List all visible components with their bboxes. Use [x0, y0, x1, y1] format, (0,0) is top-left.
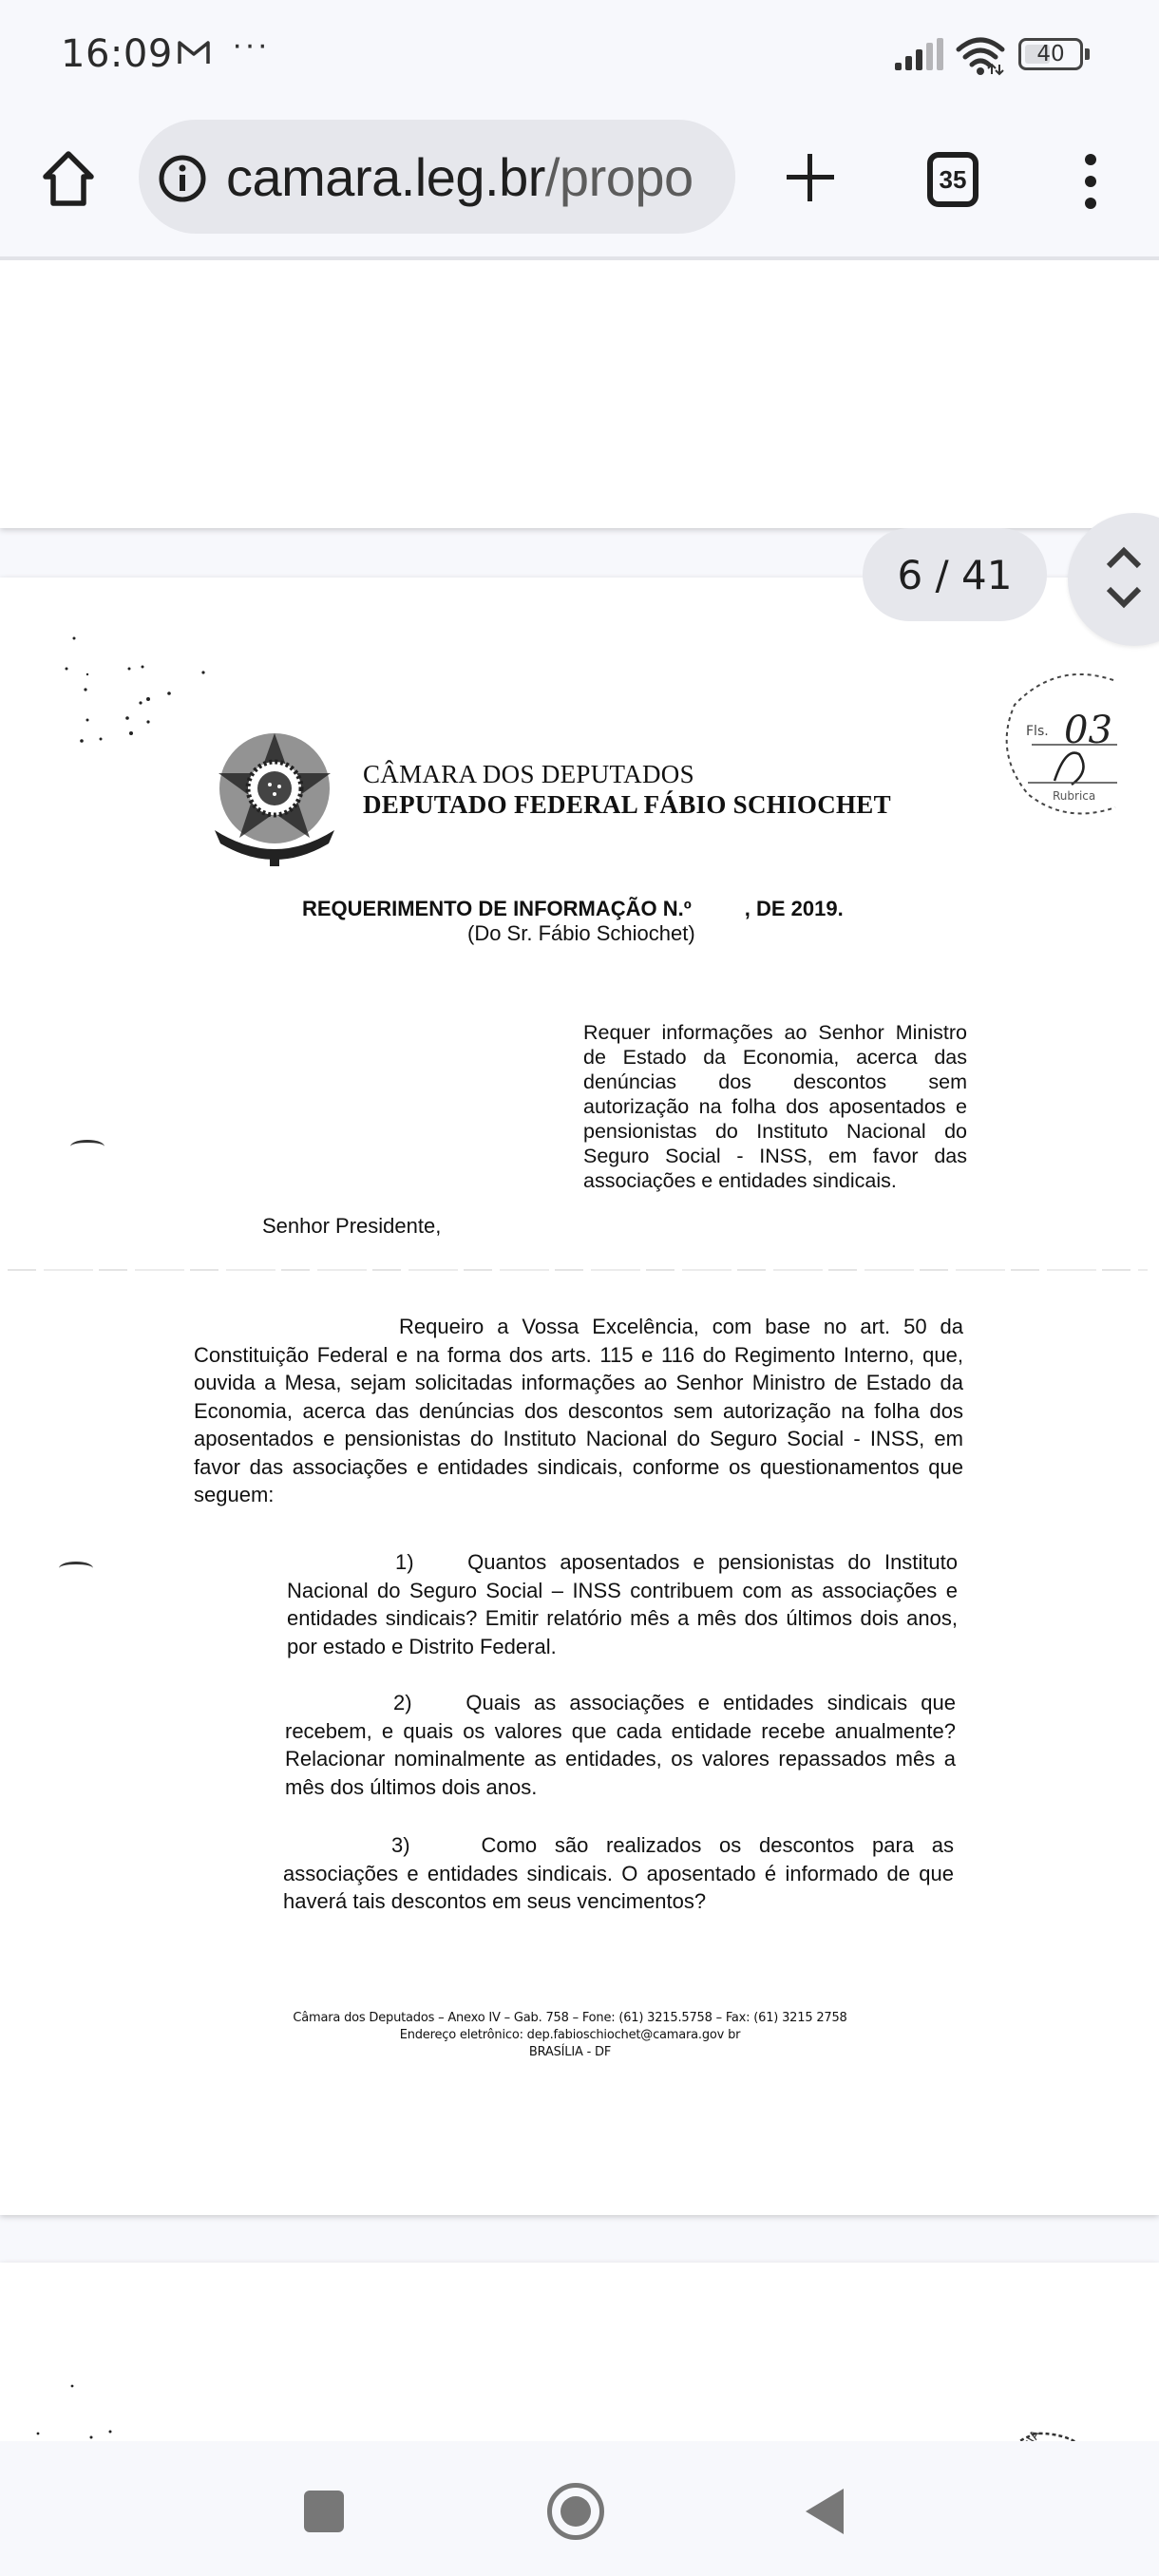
- request-year: , DE 2019.: [744, 897, 844, 920]
- url-domain: camara.leg.br: [226, 147, 545, 207]
- scan-artifact-line: [8, 1269, 1148, 1271]
- pdf-viewer[interactable]: [0, 260, 1159, 2441]
- request-author: (Do Sr. Fábio Schiochet): [467, 921, 695, 945]
- more-vert-icon[interactable]: [1072, 148, 1110, 215]
- scan-speckles: [10, 635, 218, 748]
- svg-text:Fls.: Fls.: [1026, 724, 1049, 739]
- recents-icon[interactable]: [304, 2491, 344, 2532]
- wifi-icon: [956, 36, 1005, 76]
- status-time: 16:09: [61, 32, 173, 76]
- document-content: [0, 578, 1159, 2215]
- footer-city: BRASÍLIA - DF: [528, 2045, 612, 2059]
- question-item: 3) Como são realizados os descontos para as associações e entidades sindicais. O aposentado é informado de que haverá tais descontos em seus vencimentos?: [283, 1833, 954, 1913]
- footer-address: Câmara dos Deputados – Anexo IV – Gab. 758 – Fone: (61) 3215.5758 – Fax: (61) 3215 2758: [293, 2011, 847, 2025]
- footer-email: Endereço eletrônico: dep.fabioschiochet@camara.gov br: [399, 2028, 741, 2042]
- pdf-page-next: [0, 2263, 1159, 2441]
- scan-mark: [59, 1562, 93, 1575]
- address-bar[interactable]: [139, 120, 735, 234]
- status-bar: [0, 0, 1159, 112]
- home-button[interactable]: [36, 146, 101, 211]
- protocol-stamp: [999, 667, 1119, 824]
- salutation: Senhor Presidente,: [262, 1214, 442, 1238]
- new-tab-button[interactable]: [777, 144, 844, 211]
- page-indicator: 6 / 41: [863, 528, 1047, 621]
- chevron-up-down-icon: [1104, 541, 1144, 614]
- header-chamber-name: CÂMARA DOS DEPUTADOS: [363, 760, 694, 788]
- home-icon: [42, 150, 95, 207]
- battery-level: 40: [1036, 42, 1065, 66]
- svg-text:Rubrica: Rubrica: [1053, 789, 1096, 803]
- url-text[interactable]: [226, 146, 694, 208]
- url-path: /propo: [544, 147, 694, 207]
- scan-mark: [70, 1140, 104, 1153]
- ementa-summary: Requer informações ao Senhor Ministro de Estado da Economia, acerca das denúncias dos descontos sem autorização na folha dos aposentados e pensionistas do Instituto Nacional do Seguro Social - INSS, em favor das associações e entidades sindicais.: [583, 1021, 967, 1192]
- brazil-coat-of-arms-icon: [207, 726, 342, 870]
- scan-speckles: [10, 2377, 218, 2441]
- header-deputy-name: DEPUTADO FEDERAL FÁBIO SCHIOCHET: [363, 790, 891, 819]
- gmail-icon: [177, 38, 211, 66]
- pdf-page-previous: [0, 260, 1159, 528]
- document-footer: [0, 2010, 1140, 2061]
- battery-icon: [1018, 38, 1091, 72]
- browser-toolbar: [0, 112, 1159, 256]
- protocol-stamp: [960, 2422, 1115, 2441]
- more-notifications-icon: ···: [232, 27, 270, 63]
- svg-text:PRESIDÊNCIA: [989, 2428, 1043, 2441]
- question-item: 1) Quantos aposentados e pensionistas do Instituto Nacional do Seguro Social – INSS contribuem com as associações e entidades sindicais? Emitir relatório mês a mês dos últimos dois anos, por estado e Distrito Federal.: [287, 1550, 958, 1658]
- signal-icon: [893, 38, 946, 72]
- back-icon[interactable]: [806, 2489, 844, 2534]
- system-nav-bar: [0, 2441, 1159, 2576]
- question-item: 2) Quais as associações e entidades sindicais que recebem, e quais os valores que cada entidade recebe anualmente? Relacionar nominalmente as entidades, os valores repassados mês a mês dos últimos dois anos.: [285, 1691, 956, 1799]
- tab-switcher-button[interactable]: [927, 152, 978, 207]
- stamp-number: 03: [1064, 709, 1112, 752]
- info-icon[interactable]: [158, 154, 207, 203]
- home-nav-icon[interactable]: [547, 2483, 604, 2540]
- tab-count: 35: [939, 164, 967, 194]
- body-paragraph: Requeiro a Vossa Excelência, com base no art. 50 da Constituição Federal e na forma dos arts. 115 e 116 do Regimento Interno, que, ouvida a Mesa, sejam solicitadas informações ao Senhor Ministro de Estado da Economia, acerca das denúncias dos descontos sem autorização na folha dos aposentados e pensionistas do Instituto Nacional do Seguro Social - INSS, em favor das associações e entidades sindicais, conforme os questionamentos que seguem:: [194, 1315, 963, 1506]
- pdf-page-current: [0, 578, 1159, 2215]
- request-title: REQUERIMENTO DE INFORMAÇÃO N.º , DE 2019.: [302, 897, 844, 920]
- plus-icon: [787, 154, 834, 201]
